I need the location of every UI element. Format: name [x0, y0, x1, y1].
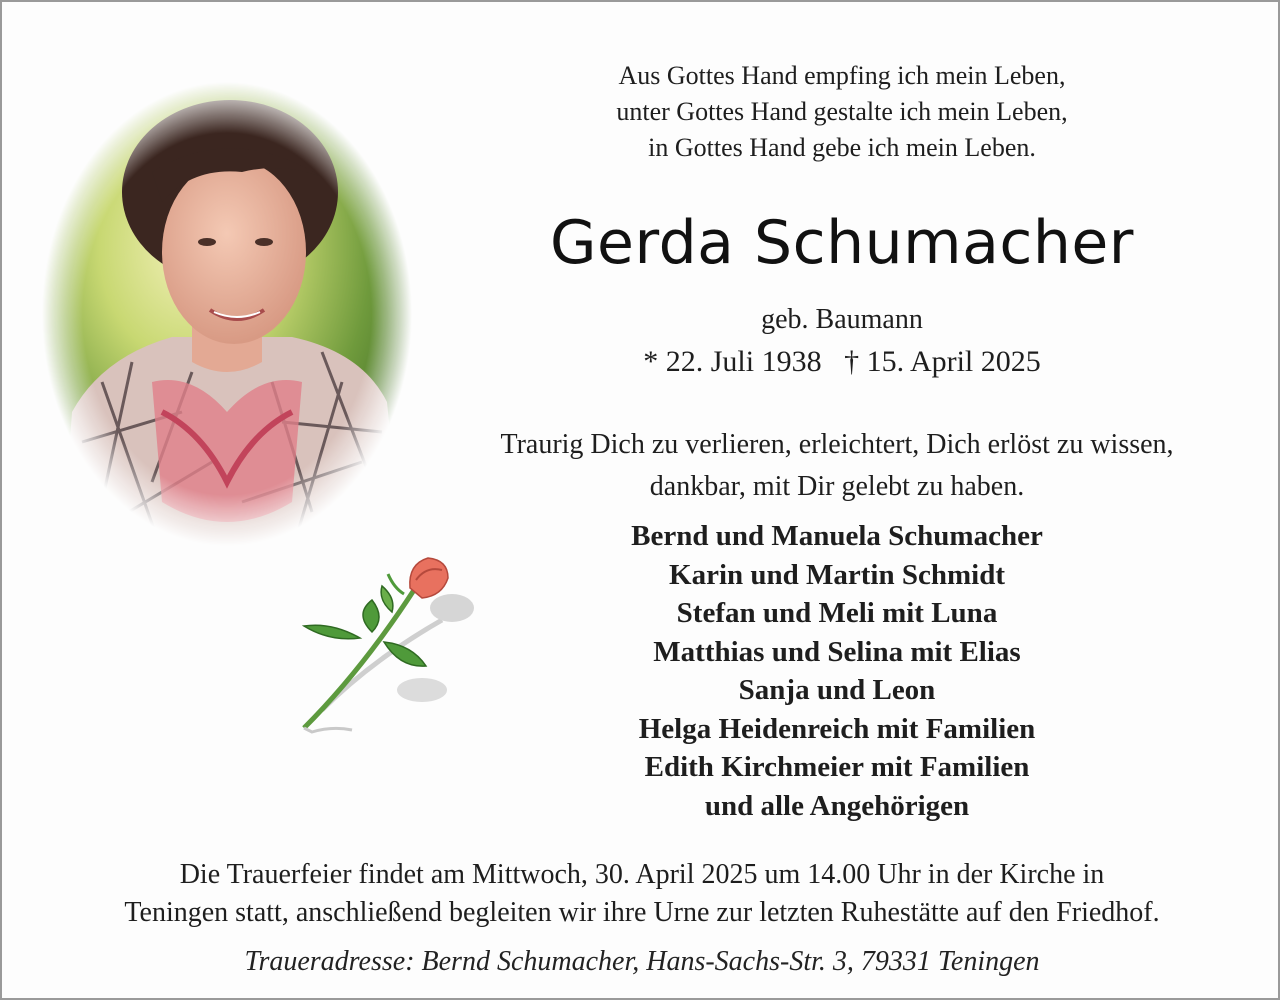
mourner: Stefan und Meli mit Luna: [676, 597, 998, 629]
verse: [442, 58, 1242, 166]
verse-line: Aus Gottes Hand empfing ich mein Leben,: [618, 61, 1066, 90]
mourner: Matthias und Selina mit Elias: [653, 635, 1021, 668]
rose-image: [292, 550, 482, 740]
mourning-address: Traueradresse: Bernd Schumacher, Hans-Sachs-Str. 3, 79331 Teningen: [244, 946, 1040, 977]
mourner: Edith Kirchmeier mit Familien: [644, 751, 1030, 783]
verse-line: in Gottes Hand gebe ich mein Leben.: [648, 133, 1036, 162]
birth-date: * 22. Juli 1938: [643, 345, 822, 378]
saying-line: Traurig Dich zu verlieren, erleichtert, Dich erlöst zu wissen,: [500, 429, 1174, 460]
mourner: und alle Angehörigen: [704, 789, 970, 822]
deceased-name: Gerda Schumacher: [550, 208, 1134, 278]
death-date: † 15. April 2025: [844, 345, 1041, 378]
farewell-saying: [402, 424, 1272, 508]
service-line: Die Trauerfeier findet am Mittwoch, 30. April 2025 um 14.00 Uhr in der Kirche in: [179, 859, 1105, 890]
life-dates: [442, 344, 1242, 380]
mourner: Sanja und Leon: [738, 674, 936, 706]
rose-icon: [292, 550, 482, 740]
mourner: Karin und Martin Schmidt: [669, 558, 1005, 591]
service-line: Teningen statt, anschließend begleiten wir ihre Urne zur letzten Ruhestätte auf den Friedhof.: [124, 897, 1160, 928]
service-info: [22, 856, 1262, 932]
portrait-photo: [42, 82, 412, 552]
portrait-image: [42, 82, 412, 552]
mourner: Bernd und Manuela Schumacher: [631, 520, 1043, 552]
saying-line: dankbar, mit Dir gelebt zu haben.: [649, 471, 1025, 502]
mourners-list: [482, 517, 1192, 825]
maiden-name: geb. Baumann: [761, 304, 923, 335]
verse-line: unter Gottes Hand gestalte ich mein Leben,: [616, 97, 1068, 126]
mourner: Helga Heidenreich mit Familien: [638, 712, 1036, 745]
